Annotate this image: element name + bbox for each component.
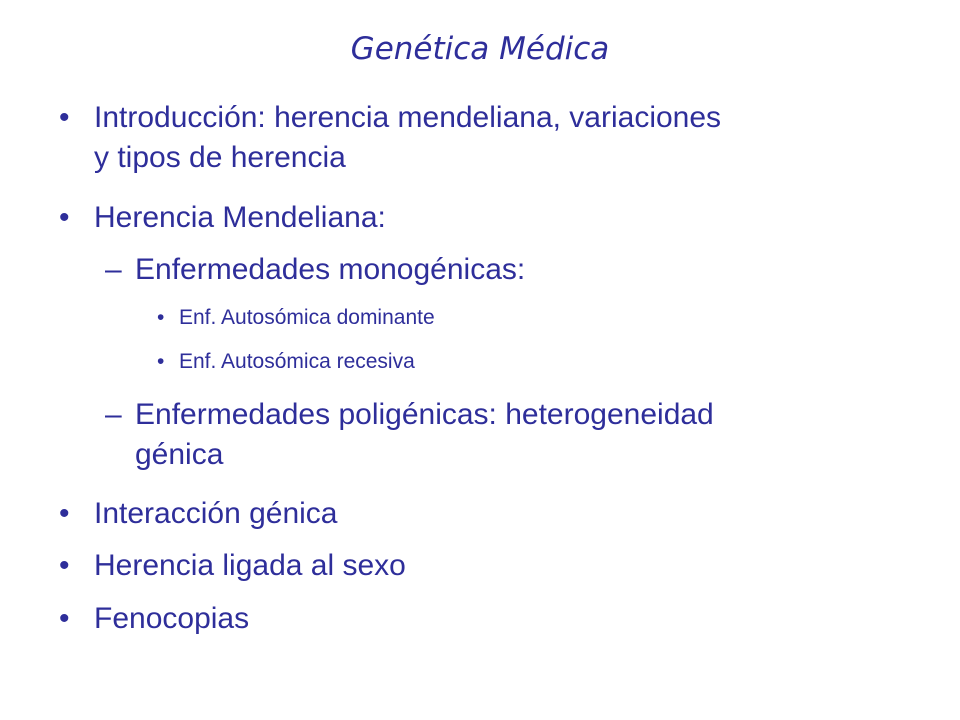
- bullet-icon: •: [157, 306, 165, 329]
- dash-icon: –: [105, 398, 122, 431]
- sub-item-text-line-2: génica: [135, 438, 224, 471]
- bullet-text: Herencia Mendeliana:: [94, 201, 386, 234]
- bullet-icon: •: [59, 201, 70, 234]
- bullet-icon: •: [59, 101, 70, 134]
- bullet-icon: •: [157, 350, 165, 373]
- dash-icon: –: [105, 253, 122, 286]
- bullet-icon: •: [59, 549, 70, 582]
- bullet-text-line-1: Introducción: herencia mendeliana, variaciones: [94, 101, 722, 134]
- sub-sub-item-text: Enf. Autosómica dominante: [179, 306, 435, 329]
- bullet-text: Interacción génica: [94, 497, 338, 530]
- sub-item-text: Enfermedades monogénicas:: [135, 253, 526, 286]
- bullet-text: Fenocopias: [94, 602, 250, 635]
- bullet-icon: •: [59, 497, 70, 530]
- slide-title: Genética Médica: [350, 31, 610, 67]
- bullet-icon: •: [59, 602, 70, 635]
- sub-item-text-line-1: Enfermedades poligénicas: heterogeneidad: [135, 398, 714, 431]
- bullet-text: Herencia ligada al sexo: [94, 549, 406, 582]
- bullet-text-line-2: y tipos de herencia: [94, 141, 346, 174]
- sub-sub-item-text: Enf. Autosómica recesiva: [179, 350, 415, 373]
